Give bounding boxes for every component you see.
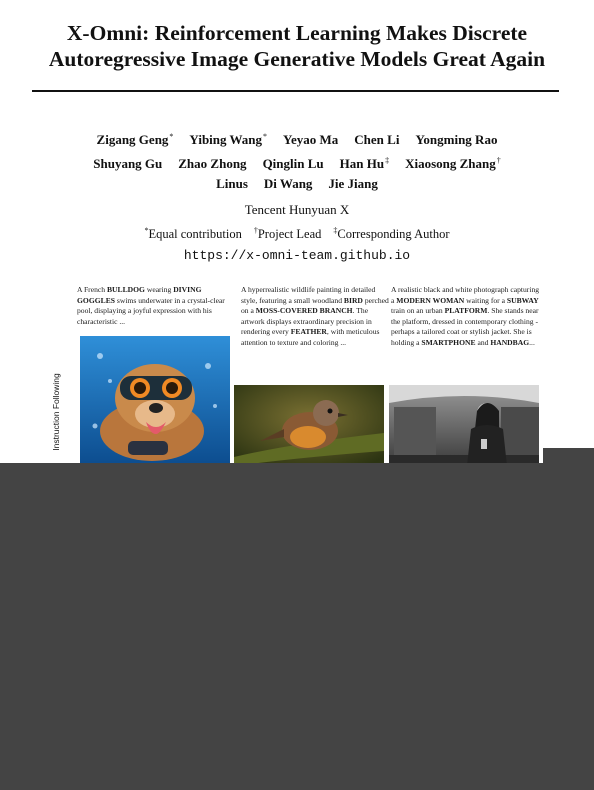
caption-woman xyxy=(391,285,543,349)
author-name: Xiaosong Zhang† xyxy=(405,156,501,171)
author-note xyxy=(144,227,241,241)
author-notes xyxy=(0,226,594,242)
caption-text: and xyxy=(475,337,491,347)
bulldog-image xyxy=(80,336,230,466)
author-mark: † xyxy=(496,156,501,165)
title-divider xyxy=(32,90,559,92)
caption-text: ... xyxy=(529,337,535,347)
caption-keyword: BULLDOG xyxy=(106,285,145,294)
dark-overlay-corner xyxy=(543,448,594,468)
author-row-1 xyxy=(0,129,594,148)
author-name: Zhao Zhong xyxy=(178,156,247,171)
caption-keyword: SUBWAY xyxy=(506,295,539,305)
caption-keyword: BIRD xyxy=(343,295,363,305)
author-name: Yongming Rao xyxy=(415,132,498,147)
caption-bulldog xyxy=(77,285,229,327)
caption-keyword: PLATFORM xyxy=(444,306,488,316)
author-note xyxy=(254,227,322,241)
note-text: Equal contribution xyxy=(148,227,242,241)
caption-keyword: DIVING GOGGLES xyxy=(77,285,202,305)
caption-text: , with meticulous attention to texture and coloring ... xyxy=(241,327,380,347)
caption-keyword: SMARTPHONE xyxy=(421,337,476,347)
caption-text: swims underwater in a crystal-clear pool, displaying a joyful expression with his characteristic ... xyxy=(77,295,225,326)
author-mark: ‡ xyxy=(385,156,390,165)
caption-text: . The artwork displays extraordinary precision in rendering every xyxy=(241,306,372,337)
title-line-2: Autoregressive Image Generative Models Great Again xyxy=(48,47,546,71)
caption-text: wearing xyxy=(144,285,174,294)
author-mark: * xyxy=(263,132,268,141)
caption-text: train on an urban xyxy=(391,306,445,316)
author-mark: * xyxy=(169,132,174,141)
caption-bird xyxy=(241,285,393,349)
note-text: Project Lead xyxy=(257,227,322,241)
affiliation: Tencent Hunyuan X xyxy=(244,202,350,217)
caption-keyword: FEATHER xyxy=(290,327,327,337)
author-name: Jie Jiang xyxy=(328,176,378,191)
note-mark: * xyxy=(144,226,149,235)
caption-text: A hyperrealistic wildlife painting in detailed style, featuring a small woodland xyxy=(241,285,376,305)
caption-keyword: MODERN WOMAN xyxy=(396,295,465,305)
note-mark: † xyxy=(253,226,258,235)
author-name: Zigang Geng* xyxy=(96,132,174,147)
author-name: Yibing Wang* xyxy=(189,132,268,147)
row-label-text: Instruction Following xyxy=(51,373,61,451)
author-name: Di Wang xyxy=(263,176,313,191)
dark-overlay xyxy=(0,463,594,790)
author-name: Han Hu‡ xyxy=(339,156,390,171)
project-url[interactable]: https://x-omni-team.github.io xyxy=(183,248,411,263)
author-row-3 xyxy=(0,176,594,192)
paper-title xyxy=(0,20,594,72)
caption-text: A French xyxy=(77,285,107,294)
author-note xyxy=(333,227,449,241)
subway-image xyxy=(389,385,539,466)
caption-text: . She stands near the platform, dressed in contemporary clothing - perhaps a tailored coat or stylish jacket. She is holding a xyxy=(391,306,539,347)
caption-text: A realistic black and white photograph capturing a xyxy=(391,285,540,305)
caption-text: perched on a xyxy=(241,295,389,316)
author-name: Yeyao Ma xyxy=(283,132,339,147)
note-mark: ‡ xyxy=(333,226,338,235)
title-line-1: X-Omni: Reinforcement Learning Makes Discrete xyxy=(66,21,528,45)
author-row-2 xyxy=(0,153,594,172)
author-name: Shuyang Gu xyxy=(93,156,163,171)
author-name: Qinglin Lu xyxy=(262,156,324,171)
caption-text: waiting for a xyxy=(464,295,507,305)
bird-image xyxy=(234,385,384,466)
author-name: Linus xyxy=(216,176,248,191)
note-text: Corresponding Author xyxy=(337,227,450,241)
caption-keyword: HANDBAG xyxy=(490,337,530,347)
caption-keyword: MOSS-COVERED BRANCH xyxy=(255,306,353,316)
author-name: Chen Li xyxy=(354,132,400,147)
